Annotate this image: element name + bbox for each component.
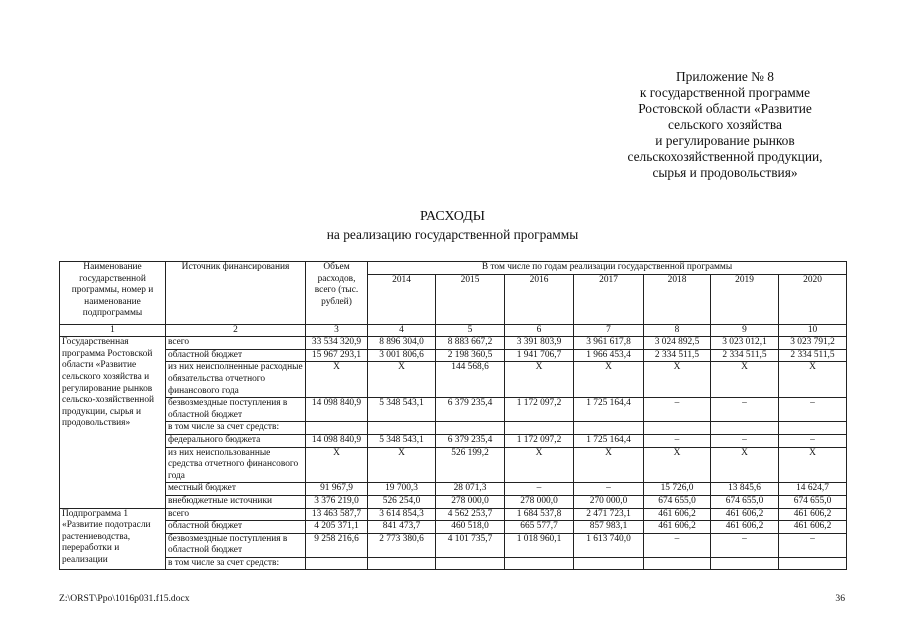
amount-cell: 674 655,0 — [711, 495, 779, 508]
table-row — [60, 362, 847, 398]
amount-cell: 1 684 537,8 — [505, 508, 574, 521]
header-total: Объем расходов, всего (тыс. рублей) — [306, 262, 368, 325]
amount-cell: 6 379 235,4 — [436, 398, 505, 422]
amount-cell — [436, 557, 505, 570]
amount-cell — [505, 422, 574, 435]
amount-cell: – — [779, 434, 847, 447]
amount-cell: Х — [711, 362, 779, 398]
amount-cell: 13 463 587,7 — [306, 508, 368, 521]
funding-source-cell: внебюджетные источники — [166, 495, 306, 508]
column-number: 5 — [436, 324, 505, 337]
table-row — [60, 533, 847, 557]
funding-source-cell: федерального бюджета — [166, 434, 306, 447]
amount-cell: Х — [779, 447, 847, 483]
amount-cell — [574, 422, 644, 435]
amount-cell: 1 941 706,7 — [505, 349, 574, 362]
appendix-line: Приложение № 8 — [675, 69, 775, 84]
header-year: 2016 — [505, 274, 574, 324]
appendix-note — [605, 69, 845, 181]
amount-cell: Х — [306, 447, 368, 483]
amount-cell: Х — [711, 447, 779, 483]
table-row — [60, 521, 847, 534]
amount-cell: Х — [505, 362, 574, 398]
column-number: 10 — [779, 324, 847, 337]
column-number: 2 — [166, 324, 306, 337]
amount-cell: 841 473,7 — [368, 521, 436, 534]
funding-source-cell: в том числе за счет средств: — [166, 422, 306, 435]
table-row — [60, 483, 847, 496]
amount-cell: Х — [368, 447, 436, 483]
header-year: 2018 — [644, 274, 711, 324]
column-number: 8 — [644, 324, 711, 337]
amount-cell: – — [711, 434, 779, 447]
funding-source-cell: местный бюджет — [166, 483, 306, 496]
subprogram-name-cell: Подпрограмма 1 «Развитие подотрасли растениеводства, переработки и реализации — [60, 508, 166, 570]
amount-cell: 3 376 219,0 — [306, 495, 368, 508]
amount-cell: 1 172 097,2 — [505, 398, 574, 422]
funding-source-cell: безвозмездные поступления в областной бюджет — [166, 533, 306, 557]
amount-cell: 461 606,2 — [711, 508, 779, 521]
table-row — [60, 557, 847, 570]
program-name-cell: Государственная программа Ростовской области «Развитие сельского хозяйства и регулирование рынков сельско-хозяйственной продукции, сырья и продовольствия» — [60, 337, 166, 508]
table-row — [60, 447, 847, 483]
amount-cell: 8 896 304,0 — [368, 337, 436, 350]
amount-cell: 460 518,0 — [436, 521, 505, 534]
amount-cell — [368, 422, 436, 435]
amount-cell: 2 334 511,5 — [711, 349, 779, 362]
header-by-years: В том числе по годам реализации государственной программы — [368, 262, 847, 275]
amount-cell — [368, 557, 436, 570]
funding-source-cell: всего — [166, 508, 306, 521]
amount-cell: – — [711, 533, 779, 557]
amount-cell: 4 562 253,7 — [436, 508, 505, 521]
amount-cell: – — [779, 398, 847, 422]
amount-cell: 1 966 453,4 — [574, 349, 644, 362]
funding-source-cell: в том числе за счет средств: — [166, 557, 306, 570]
appendix-line: сырья и продовольствия» — [652, 165, 798, 180]
amount-cell: Х — [574, 362, 644, 398]
amount-cell: 526 254,0 — [368, 495, 436, 508]
appendix-line: и регулирование рынков — [655, 133, 795, 148]
amount-cell: 5 348 543,1 — [368, 434, 436, 447]
column-number: 9 — [711, 324, 779, 337]
header-year: 2020 — [779, 274, 847, 324]
amount-cell: Х — [368, 362, 436, 398]
header-year: 2019 — [711, 274, 779, 324]
amount-cell: 461 606,2 — [711, 521, 779, 534]
appendix-line: сельскохозяйственной продукции, — [627, 149, 823, 164]
amount-cell: 270 000,0 — [574, 495, 644, 508]
header-year: 2017 — [574, 274, 644, 324]
amount-cell: – — [779, 533, 847, 557]
column-number: 3 — [306, 324, 368, 337]
amount-cell: 4 101 735,7 — [436, 533, 505, 557]
amount-cell: 3 024 892,5 — [644, 337, 711, 350]
amount-cell — [574, 557, 644, 570]
amount-cell: 33 534 320,9 — [306, 337, 368, 350]
amount-cell: Х — [644, 447, 711, 483]
amount-cell — [436, 422, 505, 435]
appendix-line: Ростовской области «Развитие — [638, 101, 812, 116]
amount-cell — [711, 422, 779, 435]
amount-cell: 461 606,2 — [644, 521, 711, 534]
amount-cell: 3 001 806,6 — [368, 349, 436, 362]
header-source: Источник финансирования — [166, 262, 306, 325]
amount-cell: 278 000,0 — [505, 495, 574, 508]
funding-source-cell: безвозмездные поступления в областной бюджет — [166, 398, 306, 422]
amount-cell: 2 471 723,1 — [574, 508, 644, 521]
amount-cell: 14 098 840,9 — [306, 398, 368, 422]
amount-cell — [711, 557, 779, 570]
amount-cell: Х — [779, 362, 847, 398]
amount-cell: – — [711, 398, 779, 422]
amount-cell: 8 883 667,2 — [436, 337, 505, 350]
column-number-row — [60, 324, 847, 337]
amount-cell: 9 258 216,6 — [306, 533, 368, 557]
amount-cell: 13 845,6 — [711, 483, 779, 496]
header-name: Наименование государственной программы, номер и наименование подпрограммы — [60, 262, 166, 325]
amount-cell — [306, 557, 368, 570]
amount-cell — [644, 422, 711, 435]
amount-cell: – — [644, 434, 711, 447]
table-row — [60, 337, 847, 350]
page-number: 36 — [835, 593, 845, 604]
column-number: 6 — [505, 324, 574, 337]
amount-cell: 14 098 840,9 — [306, 434, 368, 447]
amount-cell: – — [644, 398, 711, 422]
funding-source-cell: из них неисполненные расходные обязательства отчетного финансового года — [166, 362, 306, 398]
amount-cell: – — [574, 483, 644, 496]
amount-cell: 3 391 803,9 — [505, 337, 574, 350]
funding-source-cell: всего — [166, 337, 306, 350]
amount-cell: 857 983,1 — [574, 521, 644, 534]
header-row — [60, 262, 847, 275]
table-row — [60, 349, 847, 362]
table-row — [60, 398, 847, 422]
amount-cell: 665 577,7 — [505, 521, 574, 534]
column-number: 4 — [368, 324, 436, 337]
funding-source-cell: из них неиспользованные средства отчетного финансового года — [166, 447, 306, 483]
amount-cell: 2 773 380,6 — [368, 533, 436, 557]
amount-cell: 144 568,6 — [436, 362, 505, 398]
amount-cell: 2 334 511,5 — [644, 349, 711, 362]
amount-cell: 91 967,9 — [306, 483, 368, 496]
amount-cell: 15 726,0 — [644, 483, 711, 496]
amount-cell: 14 624,7 — [779, 483, 847, 496]
amount-cell: 1 613 740,0 — [574, 533, 644, 557]
amount-cell: 1 725 164,4 — [574, 434, 644, 447]
amount-cell — [306, 422, 368, 435]
appendix-line: сельского хозяйства — [668, 117, 782, 132]
amount-cell: 15 967 293,1 — [306, 349, 368, 362]
amount-cell: – — [505, 483, 574, 496]
funding-source-cell: областной бюджет — [166, 521, 306, 534]
amount-cell: 674 655,0 — [644, 495, 711, 508]
amount-cell: 1 018 960,1 — [505, 533, 574, 557]
amount-cell: Х — [505, 447, 574, 483]
header-year: 2015 — [436, 274, 505, 324]
column-number: 1 — [60, 324, 166, 337]
amount-cell: 526 199,2 — [436, 447, 505, 483]
amount-cell: 461 606,2 — [779, 508, 847, 521]
amount-cell: 28 071,3 — [436, 483, 505, 496]
amount-cell: 1 172 097,2 — [505, 434, 574, 447]
amount-cell: Х — [306, 362, 368, 398]
amount-cell: 6 379 235,4 — [436, 434, 505, 447]
amount-cell: 278 000,0 — [436, 495, 505, 508]
file-path: Z:\ORST\Ppo\1016p031.f15.docx — [59, 593, 190, 604]
amount-cell: 2 198 360,5 — [436, 349, 505, 362]
amount-cell: 461 606,2 — [779, 521, 847, 534]
amount-cell: 3 023 012,1 — [711, 337, 779, 350]
amount-cell: 2 334 511,5 — [779, 349, 847, 362]
amount-cell: 19 700,3 — [368, 483, 436, 496]
amount-cell: 3 023 791,2 — [779, 337, 847, 350]
amount-cell: 461 606,2 — [644, 508, 711, 521]
table-row — [60, 422, 847, 435]
table-row — [60, 495, 847, 508]
amount-cell — [505, 557, 574, 570]
amount-cell: 4 205 371,1 — [306, 521, 368, 534]
amount-cell: 5 348 543,1 — [368, 398, 436, 422]
column-number: 7 — [574, 324, 644, 337]
appendix-line: к государственной программе — [639, 85, 811, 100]
table-row — [60, 434, 847, 447]
document-subtitle: на реализацию государственной программы — [326, 227, 579, 242]
amount-cell — [779, 422, 847, 435]
amount-cell: 3 961 617,8 — [574, 337, 644, 350]
funding-source-cell: областной бюджет — [166, 349, 306, 362]
amount-cell: – — [644, 533, 711, 557]
table-row — [60, 508, 847, 521]
header-year: 2014 — [368, 274, 436, 324]
amount-cell: Х — [574, 447, 644, 483]
amount-cell: Х — [644, 362, 711, 398]
amount-cell — [644, 557, 711, 570]
amount-cell — [779, 557, 847, 570]
amount-cell: 1 725 164,4 — [574, 398, 644, 422]
amount-cell: 674 655,0 — [779, 495, 847, 508]
document-title: РАСХОДЫ — [420, 209, 485, 224]
expenses-table — [59, 261, 847, 570]
amount-cell: 3 614 854,3 — [368, 508, 436, 521]
